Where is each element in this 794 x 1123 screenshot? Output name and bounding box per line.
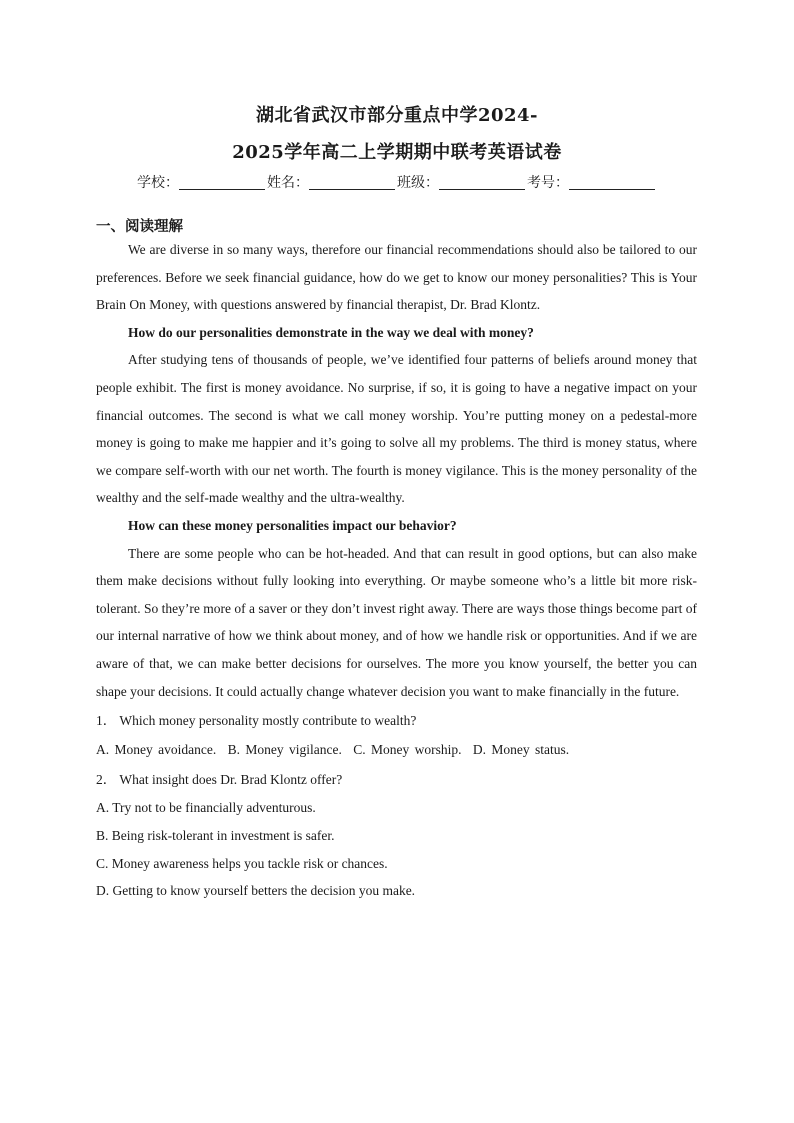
class-blank[interactable]: [439, 175, 525, 190]
class-label: 班级：: [397, 175, 439, 191]
question-2-stem: 2． What insight does Dr. Brad Klontz offer?: [96, 772, 343, 788]
exam-number-label: 考号：: [527, 175, 569, 191]
name-label: 姓名：: [267, 175, 309, 191]
q1-option-b[interactable]: B. Money vigilance.: [227, 742, 342, 758]
exam-title-line-2: 2025学年高二上学期期中联考英语试卷: [232, 142, 562, 163]
school-label: 学校：: [137, 175, 179, 191]
student-info-row: [0, 172, 794, 192]
exam-number-blank[interactable]: [569, 175, 655, 190]
q2-option-b[interactable]: B. Being risk-tolerant in investment is safer.: [96, 827, 335, 843]
passage-paragraph-3: There are some people who can be hot-headed. And that can result in good options, but can also make them make decisions without fully looking into everything. Or maybe someone who’s a little bit more risk- tolerant. So they’re more of a saver or they don’t invest right away. There are ways those things become part of our internal narrative of how we think about money, and of how we handle risk or opportunities. And if we are aware of that, we can make better decisions for ourselves. The more you know yourself, the better you can shape your decisions. It could actually change whatever decision you want to make financially in the future.: [96, 545, 697, 699]
reading-passage: [96, 236, 697, 905]
q2-option-a[interactable]: A. Try not to be financially adventurous.: [96, 800, 316, 816]
passage-subheading-2: How can these money personalities impact our behavior?: [128, 517, 457, 533]
q2-option-c[interactable]: C. Money awareness helps you tackle risk or chances.: [96, 855, 388, 871]
name-blank[interactable]: [309, 175, 395, 190]
school-blank[interactable]: [179, 175, 265, 190]
q2-option-d[interactable]: D. Getting to know yourself betters the decision you make.: [96, 883, 416, 899]
q1-option-c[interactable]: C. Money worship.: [353, 742, 462, 758]
q1-option-a[interactable]: A. Money avoidance.: [96, 742, 217, 758]
passage-paragraph-1: We are diverse in so many ways, therefore our financial recommendations should also be tailored to our preferences. Before we seek financial guidance, how do we get to know our money personalities? This is Your Brain On Money, with questions answered by financial therapist, Dr. Brad Klontz.: [96, 242, 697, 313]
q1-option-d[interactable]: D. Money status.: [472, 742, 570, 758]
exam-title-line-1: 湖北省武汉市部分重点中学2024-: [255, 105, 539, 126]
passage-paragraph-2: After studying tens of thousands of people, we’ve identified four patterns of beliefs around money that people exhibit. The first is money avoidance. No surprise, if so, it is going to have a negative impact on your financial outcomes. The second is what we call money worship. You’re putting money on a pedestal-more money is going to make me happier and it’s going to solve all my problems. The third is money status, where we compare self-worth with our net worth. The fourth is money vigilance. This is the money personality of the wealthy and the self-made wealthy and the ultra-wealthy.: [96, 352, 697, 506]
question-1-options: [96, 735, 697, 764]
section-heading: 一、阅读理解: [96, 218, 183, 235]
passage-subheading-1: How do our personalities demonstrate in the way we deal with money?: [128, 324, 534, 340]
question-1-stem: 1． Which money personality mostly contribute to wealth?: [96, 713, 417, 729]
